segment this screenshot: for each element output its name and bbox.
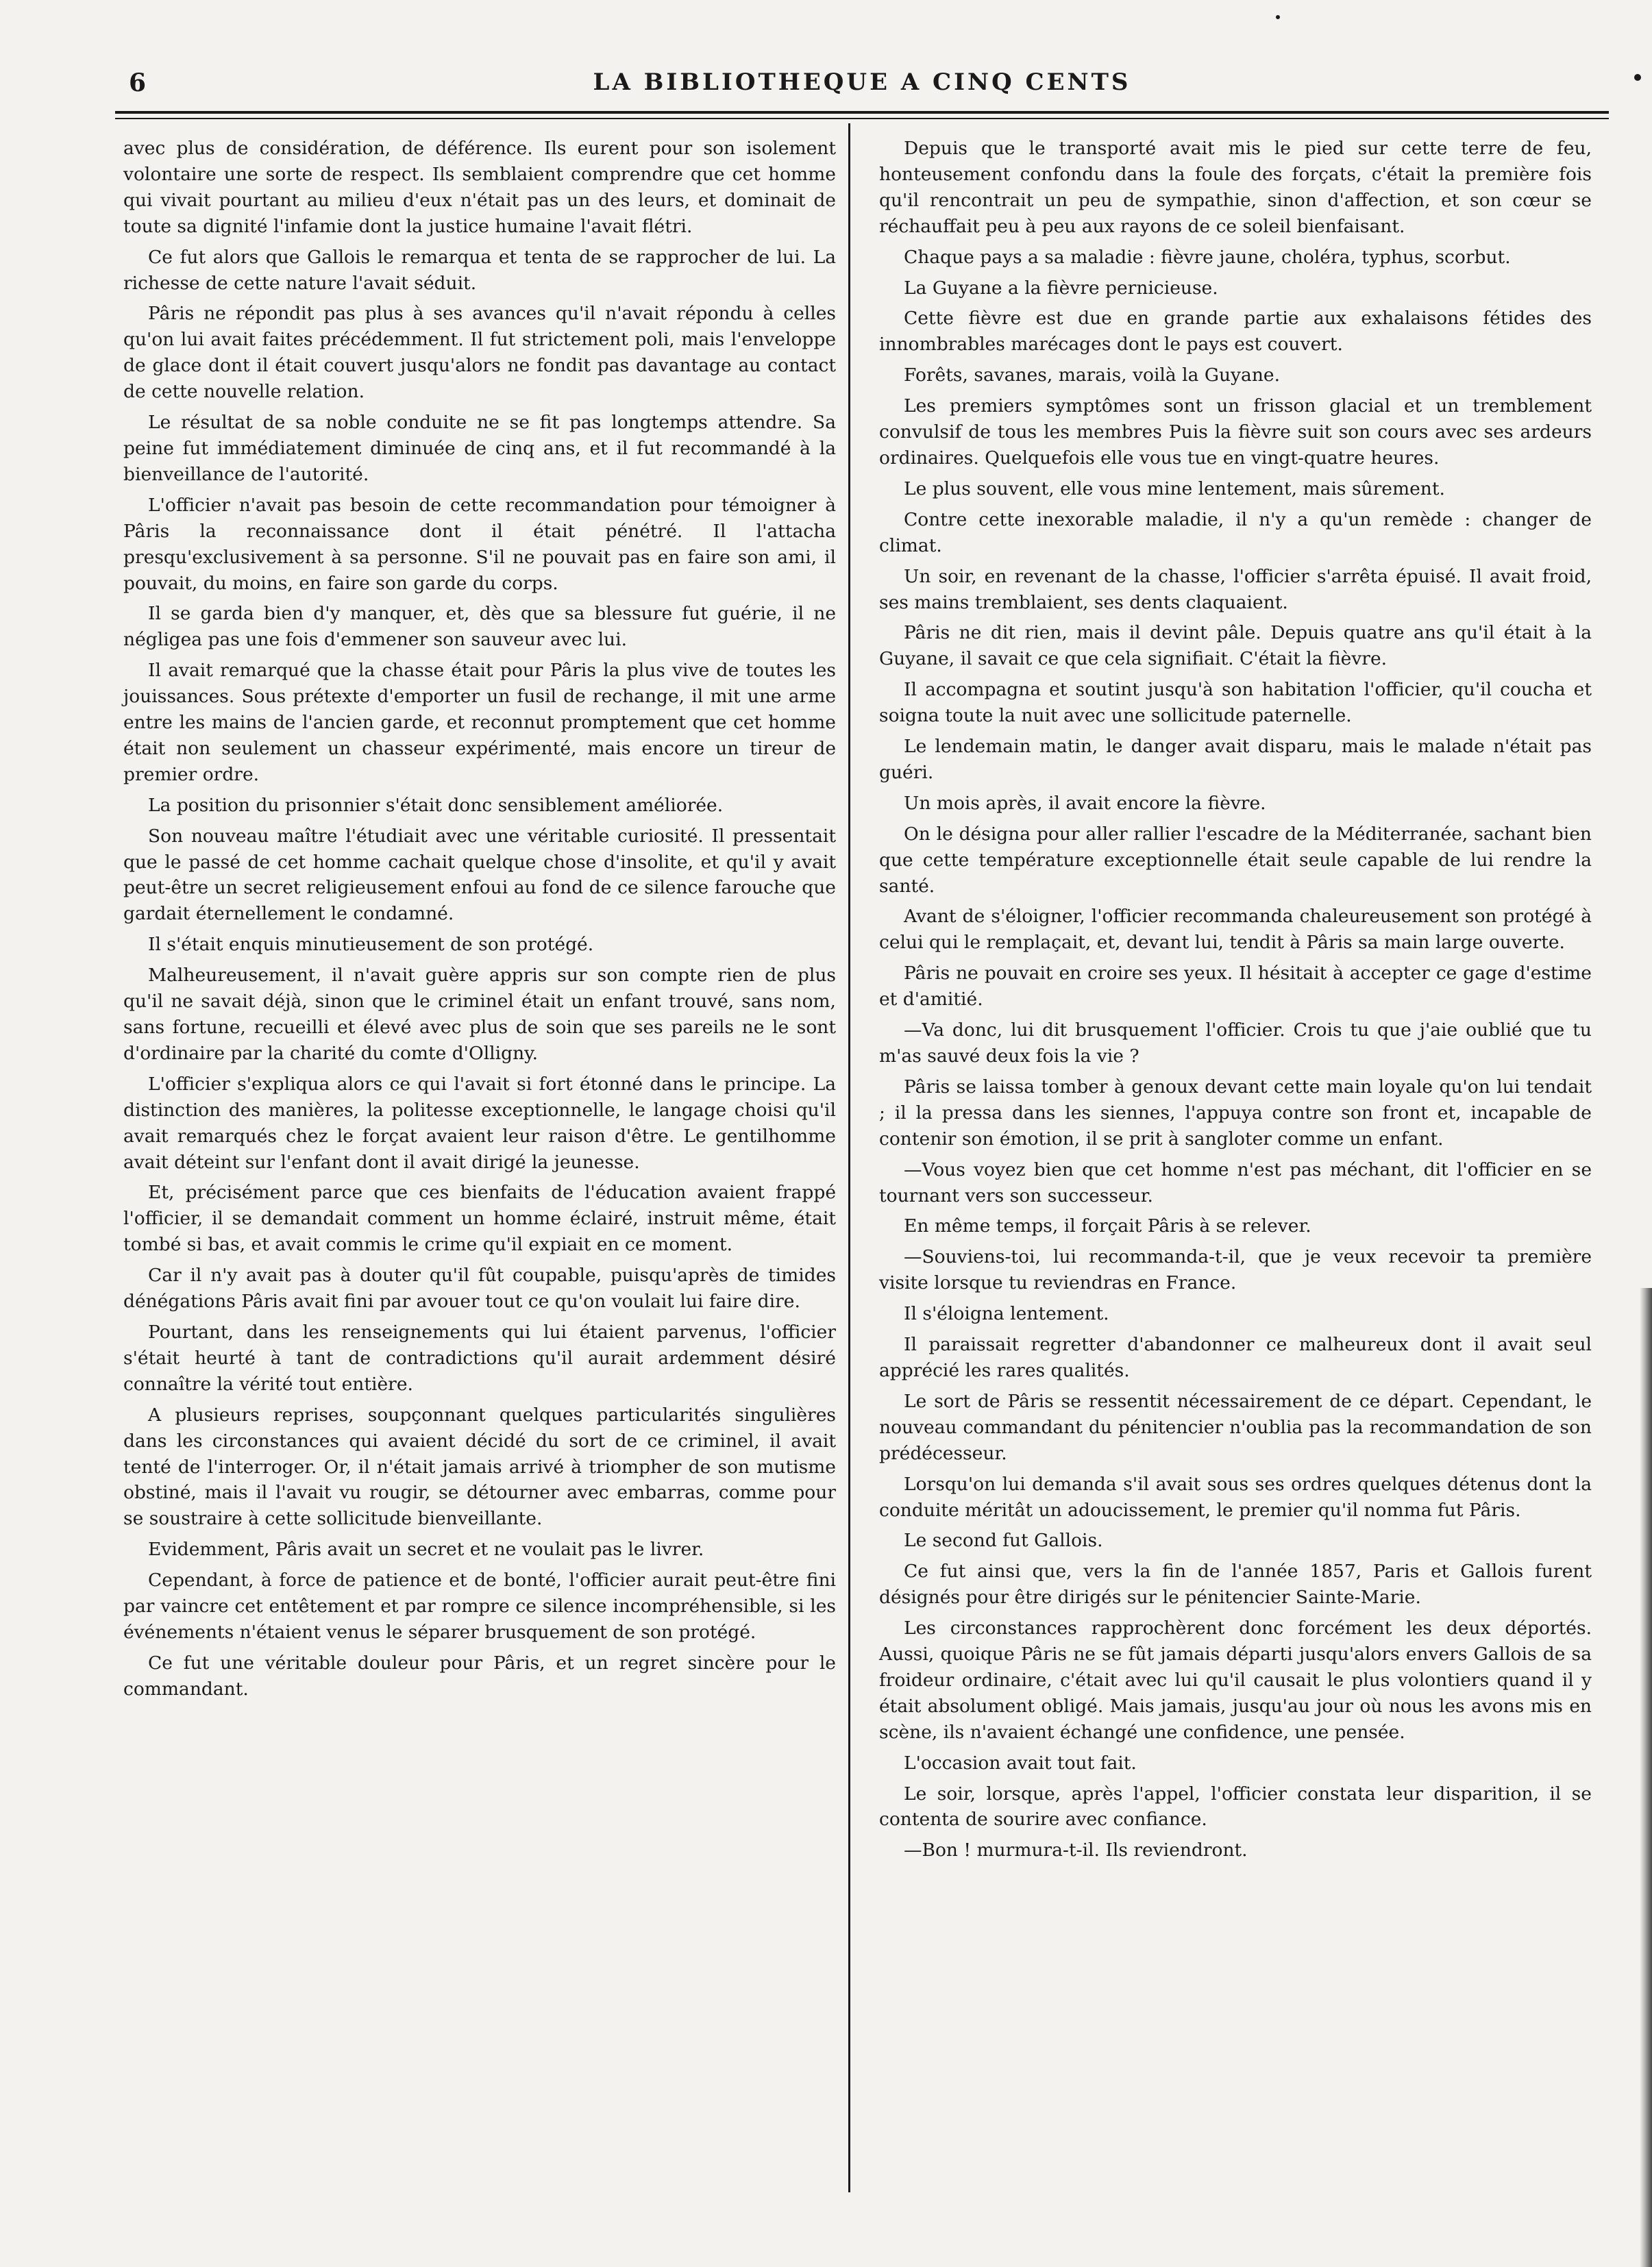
page-binding-edge [1640,1288,1652,2267]
header-rule-thin [115,118,1609,119]
page-header [115,69,1609,112]
paragraph: Le second fut Gallois. [904,1530,1103,1552]
paragraph: Il accompagna et soutint jusqu'à son habitation l'officier, qu'il coucha et soigna toute la nuit avec une sollicitude paternelle. [879,679,1592,727]
paragraph: Un mois après, il avait encore la fièvre. [904,792,1266,814]
paragraph: Depuis que le transporté avait mis le pied sur cette terre de feu, honteusement confondu dans la foule des forçats, c'était la première fois qu'il rencontrait un peu de sympathie, sinon d'affection, et son cœur se réchauffait peu à peu aux rayons de ce soleil bienfaisant. [879,138,1592,237]
paragraph: Pâris ne répondit pas plus à ses avances qu'il n'avait répondu à celles qu'on lui avait faites précédemment. Il fut strictement poli, mais l'enveloppe de glace dont il était couvert jusqu'alors ne fondit pas davantage au contact de cette nouvelle relation. [123,303,836,403]
paragraph: Cette fièvre est due en grande partie aux exhalaisons fétides des innombrables marécages dont le pays est couvert. [879,308,1592,356]
paragraph: Il s'éloigna lentement. [904,1303,1109,1325]
paragraph: Son nouveau maître l'étudiait avec une véritable curiosité. Il pressentait que le passé de cet homme cachait quelque chose d'insolite, et qu'il y avait peut-être un secret religieusement enfoui au fond de ce silence farouche que gardait éternellement le condamné. [123,825,836,925]
paragraph: Pourtant, dans les renseignements qui lui étaient parvenus, l'officier s'était heurté à tant de contradictions qu'il aurait ardemment désiré connaître la vérité tout entière. [123,1321,836,1395]
paragraph: Il paraissait regretter d'abandonner ce malheureux dont il avait seul apprécié les rares qualités. [879,1334,1592,1381]
paragraph: —Va donc, lui dit brusquement l'officier. Crois tu que j'aie oublié que tu m'as sauvé deux fois la vie ? [879,1019,1592,1067]
paragraph: Le sort de Pâris se ressentit nécessairement de ce départ. Cependant, le nouveau commandant du pénitencier n'oublia pas la recommandation de son prédécesseur. [879,1390,1592,1464]
paragraph: Les premiers symptômes sont un frisson glacial et un tremblement convulsif de tous les membres Puis la fièvre suit son cours avec ses ardeurs ordinaires. Quelquefois elle vous tue en vingt-quatre heures. [879,395,1592,469]
paragraph: Contre cette inexorable maladie, il n'y a qu'un remède : changer de climat. [879,508,1592,556]
column-divider [848,123,850,2192]
paragraph: Ce fut alors que Gallois le remarqua et tenta de se rapprocher de lui. La richesse de cette nature l'avait séduit. [123,246,836,294]
paragraph: —Vous voyez bien que cet homme n'est pas méchant, dit l'officier en se tournant vers son successeur. [879,1159,1592,1206]
right-column [879,136,1592,1868]
paragraph: Forêts, savanes, marais, voilà la Guyane. [904,364,1280,386]
ink-speck [1276,15,1280,19]
running-title: LA BIBLIOTHEQUE A CINQ CENTS [593,69,1131,96]
paragraph: Il avait remarqué que la chasse était pour Pâris la plus vive de toutes les jouissances. Sous prétexte d'emporter un fusil de rechange, il mit une arme entre les mains de l'ancien garde, et reconnut promptement que cet homme était non seulement un chasseur expérimenté, mais encore un tireur de premier ordre. [123,660,836,785]
paragraph: L'officier n'avait pas besoin de cette recommandation pour témoigner à Pâris la reconnaissance dont il était pénétré. Il l'attacha presqu'exclusivement à sa personne. S'il ne pouvait pas en faire son ami, il pouvait, du moins, en faire son garde du corps. [123,494,836,594]
header-rule [115,111,1609,114]
paragraph: L'officier s'expliqua alors ce qui l'avait si fort étonné dans le principe. La distinction des manières, la politesse exceptionnelle, le langage choisi qu'il avait remarqués chez le forçat avaient leur raison d'être. Le gentilhomme avait déteint sur l'enfant dont il avait dirigé la jeunesse. [123,1073,836,1173]
paragraph: L'occasion avait tout fait. [904,1752,1137,1774]
paragraph: Ce fut ainsi que, vers la fin de l'année 1857, Paris et Gallois furent désignés pour être dirigés sur le pénitencier Sainte-Marie. [879,1561,1592,1609]
paragraph: Pâris ne pouvait en croire ses yeux. Il hésitait à accepter ce gage d'estime et d'amitié. [879,963,1592,1011]
paragraph: avec plus de considération, de déférence. Ils eurent pour son isolement volontaire une sorte de respect. Ils semblaient comprendre que cet homme qui vivait pourtant au milieu d'eux n'était pas un des leurs, et dominait de toute sa dignité l'infamie dont la justice humaine l'avait flétri. [123,138,836,237]
paragraph: Un soir, en revenant de la chasse, l'officier s'arrêta épuisé. Il avait froid, ses mains tremblaient, ses dents claquaient. [879,565,1592,613]
left-column [123,136,836,1707]
paragraph: Lorsqu'on lui demanda s'il avait sous ses ordres quelques détenus dont la conduite méritât un adoucissement, le premier qu'il nomma fut Pâris. [879,1473,1592,1521]
paragraph: —Souviens-toi, lui recommanda-t-il, que je veux recevoir ta première visite lorsque tu reviendras en France. [879,1246,1592,1294]
paragraph: Il se garda bien d'y manquer, et, dès que sa blessure fut guérie, il ne négligea pas une fois d'emmener son sauveur avec lui. [123,603,836,651]
paragraph: La Guyane a la fièvre pernicieuse. [904,277,1218,299]
paragraph: Car il n'y avait pas à douter qu'il fût coupable, puisqu'après de timides dénégations Pâris avait fini par avouer tout ce qu'on voulait lui faire dire. [123,1265,836,1313]
paragraph: On le désigna pour aller rallier l'escadre de la Méditerranée, sachant bien que cette température exceptionnelle était seule capable de lui rendre la santé. [879,823,1592,897]
paragraph: Les circonstances rapprochèrent donc forcément les deux déportés. Aussi, quoique Pâris ne se fût jamais départi jusqu'alors envers Gallois de sa froideur ordinaire, c'était avec lui qu'il causait le plus volontiers quand il y était absolument obligé. Mais jamais, jusqu'au jour où nous les avons mis en scène, ils n'avaient échangé une confidence, une pensée. [879,1618,1592,1743]
paragraph: Malheureusement, il n'avait guère appris sur son compte rien de plus qu'il ne savait déjà, sinon que le criminel était un enfant trouvé, sans nom, sans fortune, recueilli et élevé avec plus de soin que ses pareils ne le sont d'ordinaire par la charité du comte d'Olligny. [123,965,836,1064]
paragraph: A plusieurs reprises, soupçonnant quelques particularités singulières dans les circonstances qui avaient décidé du sort de ce criminel, il avait tenté de l'interroger. Or, il n'était jamais arrivé à triompher de son mutisme obstiné, mais il l'avait vu rougir, se détourner avec embarras, comme pour se soustraire à cette sollicitude bienveillante. [123,1404,836,1530]
page-number: 6 [129,69,147,97]
paragraph: Ce fut une véritable douleur pour Pâris, et un regret sincère pour le commandant. [123,1652,836,1700]
paragraph: Avant de s'éloigner, l'officier recommanda chaleureusement son protégé à celui qui le remplaçait, et, devant lui, tendit à Pâris sa main large ouverte. [879,906,1592,954]
paragraph: Evidemment, Pâris avait un secret et ne voulait pas le livrer. [148,1539,704,1561]
paragraph: Le soir, lorsque, après l'appel, l'officier constata leur disparition, il se contenta de sourire avec confiance. [879,1783,1592,1831]
paragraph: Il s'était enquis minutieusement de son protégé. [148,934,594,956]
paragraph: Le plus souvent, elle vous mine lentement, mais sûrement. [904,478,1445,499]
paragraph: —Bon ! murmura-t-il. Ils reviendront. [904,1839,1248,1861]
paragraph: Le lendemain matin, le danger avait disparu, mais le malade n'était pas guéri. [879,736,1592,783]
paragraph: Et, précisément parce que ces bienfaits de l'éducation avaient frappé l'officier, il se demandait comment un homme éclairé, instruit même, était tombé si bas, et avait commis le crime qu'il expiait en ce moment. [123,1182,836,1256]
paragraph: Pâris ne dit rien, mais il devint pâle. Depuis quatre ans qu'il était à la Guyane, il savait ce que cela signifiait. C'était la fièvre. [879,622,1592,670]
paragraph: Pâris se laissa tomber à genoux devant cette main loyale qu'on lui tendait ; il la pressa dans les siennes, l'appuya contre son front et, incapable de contenir son émotion, il se prit à sangloter comme un enfant. [879,1076,1592,1150]
paragraph: Chaque pays a sa maladie : fièvre jaune, choléra, typhus, scorbut. [904,246,1511,268]
paragraph: Le résultat de sa noble conduite ne se fit pas longtemps attendre. Sa peine fut immédiatement diminuée de cinq ans, et il fut recommandé à la bienveillance de l'autorité. [123,412,836,485]
paragraph: La position du prisonnier s'était donc sensiblement améliorée. [148,794,724,816]
paragraph: En même temps, il forçait Pâris à se relever. [904,1215,1311,1237]
ink-speck [1634,74,1641,81]
paragraph: Cependant, à force de patience et de bonté, l'officier aurait peut-être fini par vaincre cet entêtement et par rompre ce silence incompréhensible, si les événements n'étaient venus le séparer brusquement de son protégé. [123,1570,836,1643]
